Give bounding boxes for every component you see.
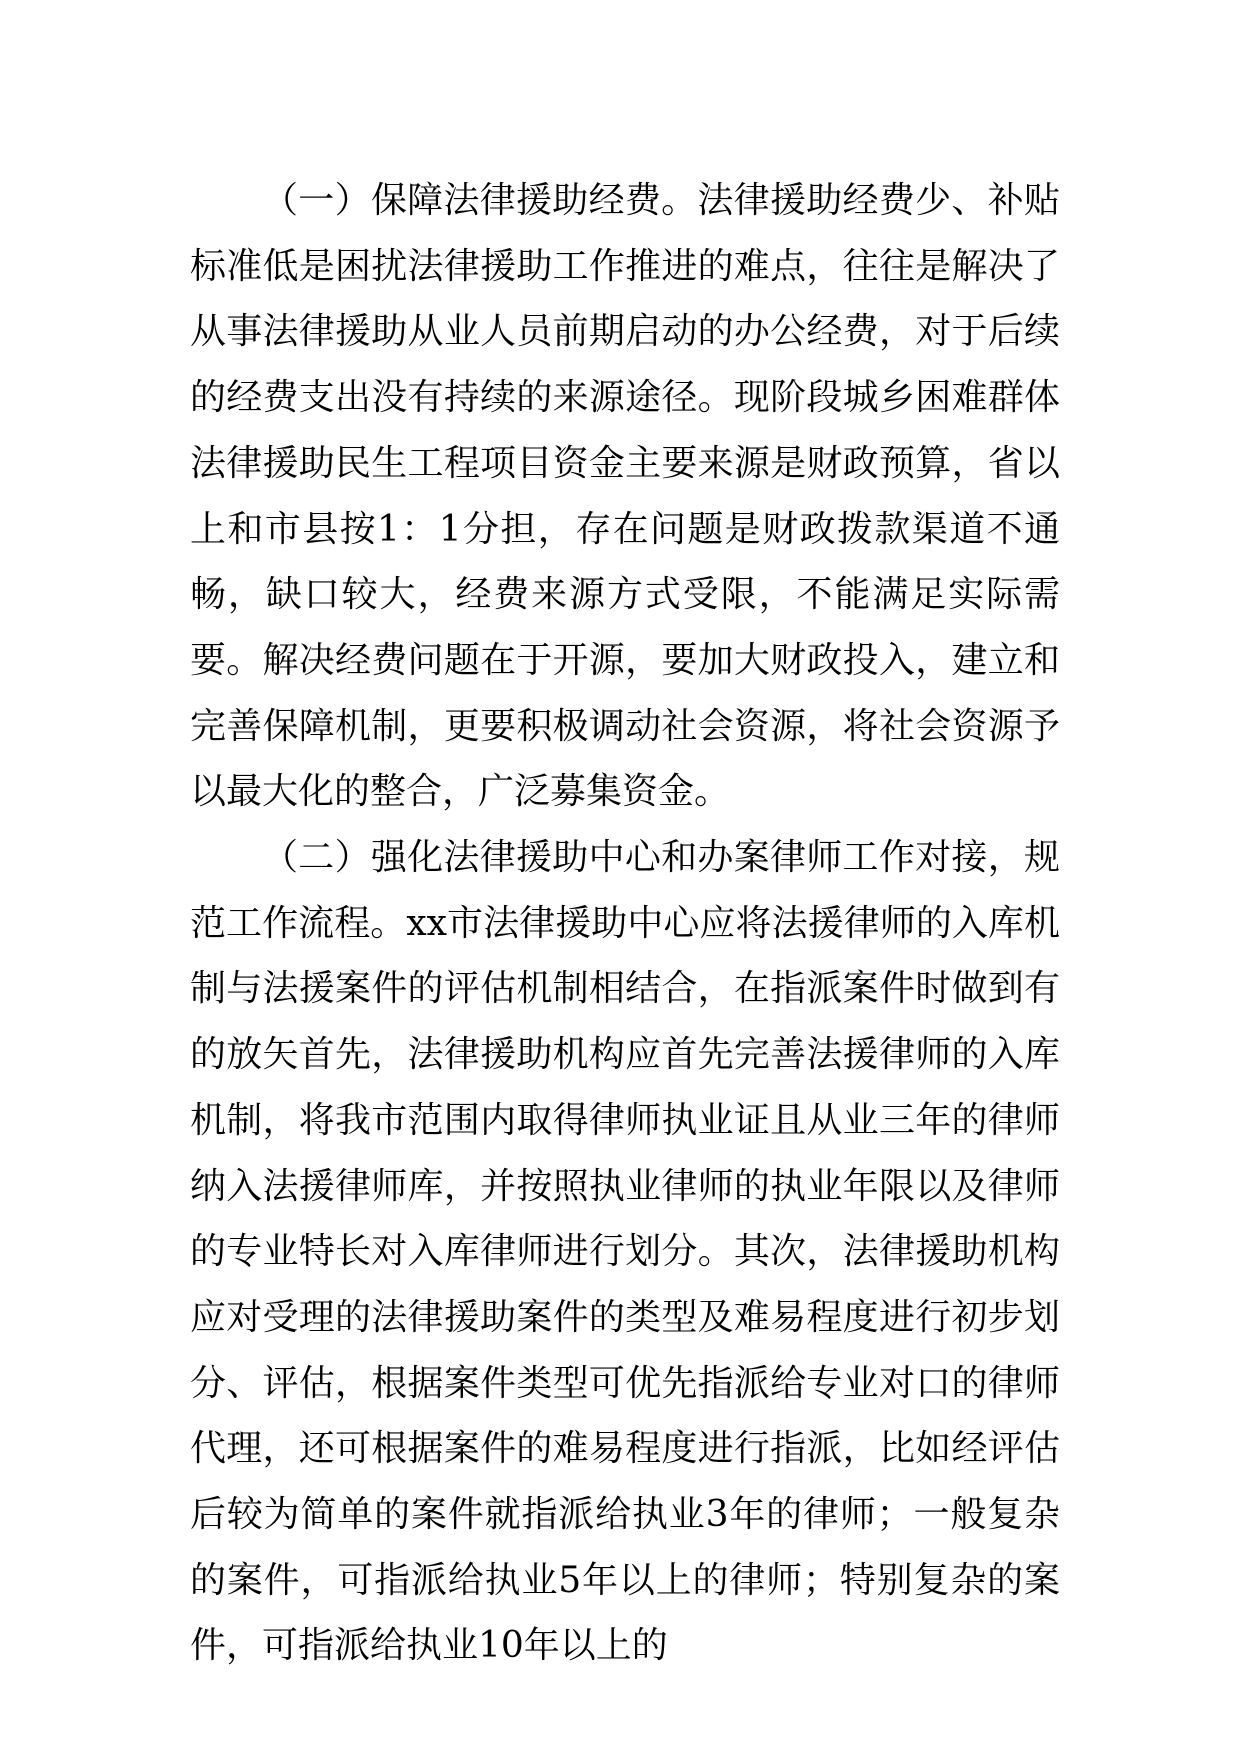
paragraph-coordination: （二）强化法律援助中心和办案律师工作对接，规范工作流程。xx市法律援助中心应将法援律师的入库机制与法援案件的评估机制相结合，在指派案件时做到有的放矢首先，法律援助机构应首先完善法援律师的入库机制，将我市范围内取得律师执业证且从业三年的律师纳入法援律师库，并按照执业律师的执业年限以及律师的专业特长对入库律师进行划分。其次，法律援助机构应对受理的法律援助案件的类型及难易程度进行初步划分、评估，根据案件类型可优先指派给专业对口的律师代理，还可根据案件的难易程度进行指派，比如经评估后较为简单的案件就指派给执业3年的律师；一般复杂的案件，可指派给执业5年以上的律师；特别复杂的案件，可指派给执业10年以上的 xyxy=(190,837,1060,1667)
paragraph-funding: （一）保障法律援助经费。法律援助经费少、补贴标准低是困扰法律援助工作推进的难点，往往是解决了从事法律援助从业人员前期启动的办公经费，对于后续的经费支出没有持续的来源途径。现阶段城乡困难群体法律援助民生工程项目资金主要来源是财政预算，省以上和市县按1：1分担，存在问题是财政拨款渠道不通畅，缺口较大，经费来源方式受限，不能满足实际需要。解决经费问题在于开源，要加大财政投入，建立和完善保障机制，更要积极调动社会资源，将社会资源予以最大化的整合，广泛募集资金。 xyxy=(190,180,1060,813)
document-body xyxy=(190,168,1060,1679)
